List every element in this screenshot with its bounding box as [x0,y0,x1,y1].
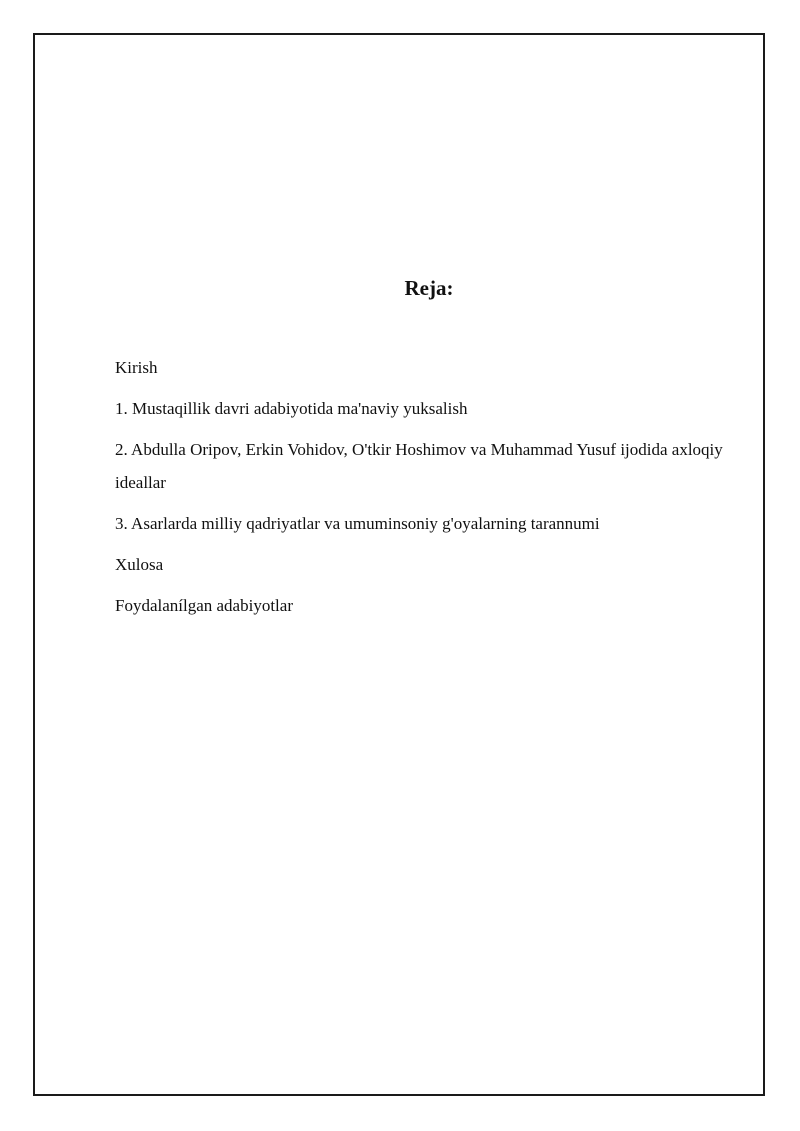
plan-item-intro: Kirish [115,358,158,377]
plan-item-2: 2. Abdulla Oripov, Erkin Vohidov, O'tkir Hoshimov va Muhammad Yusuf ijodida axloqiy ideallar [115,440,723,492]
page-title: Reja: [404,276,454,300]
plan-list [115,351,755,630]
plan-item-1: 1. Mustaqillik davri adabiyotida ma'naviy yuksalish [115,399,468,418]
plan-item-conclusion: Xulosa [115,555,164,574]
plan-item-3: 3. Asarlarda milliy qadriyatlar va umuminsoniy g'oyalarning tarannumi [115,514,600,533]
plan-item-references: Foydalanílgan adabiyotlar [115,596,293,615]
